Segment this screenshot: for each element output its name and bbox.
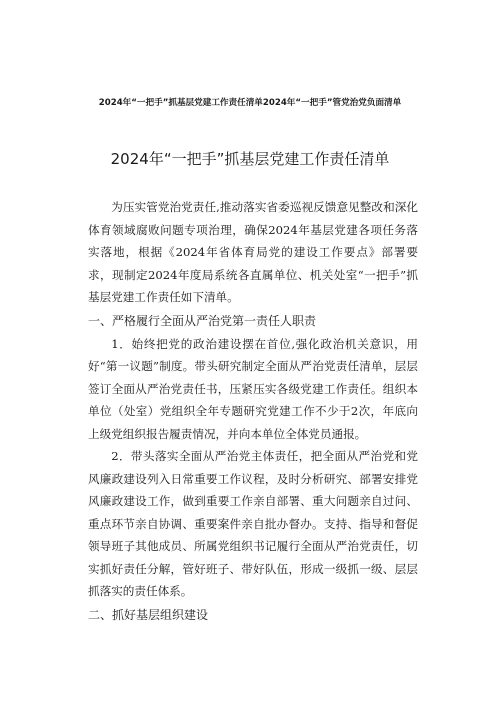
page-header: 2024年“一把手”抓基层党建工作责任清单2024年“一把手”管党治党负面清单 <box>98 98 402 108</box>
intro-paragraph: 为压实管党治党责任,推动落实省委巡视反馈意见整改和深化体育领域腐败问题专项治理，确保2024年基层党建各项任务落实落地，根据《2024年省体育局党的建设工作要点》部署要求，现制定2024年度局系统各直属单位、机关处室“一把手”抓基层党建工作责任如下清单。 <box>88 200 418 304</box>
document-body <box>88 196 418 627</box>
section-heading-2: 二、抓好基层组织建设 <box>88 607 209 622</box>
section1-item-1: 1．始终把党的政治建设摆在首位,强化政治机关意识，用好“第一议题”制度。带头研究制定全面从严治党责任清单，层层签订全面从严治党责任书，压紧压实各级党建工作责任。组织本单位（处室）党组织全年专题研究党建工作不少于2次，年底向上级党组织报告履责情况，并向本单位全体党员通报。 <box>88 336 418 441</box>
document-title: 2024年“一把手”抓基层党建工作责任清单 <box>110 150 390 168</box>
section1-item-2: 2．带头落实全面从严治党主体责任，把全面从严治党和党风廉政建设列入日常重要工作议程，及时分析研究、部署安排党风廉政建设工作，做到重要工作亲自部署、重大问题亲自过问、重点环节亲自协调、重要案件亲自批办督办。支持、指导和督促领导班子其他成员、所属党组织书记履行全面从严治党责任，切实抓好责任分解，管好班子、带好队伍，形成一级抓一级、层层抓落实的责任体系。 <box>88 449 418 598</box>
section-heading-1: 一、严格履行全面从严治党第一责任人职责 <box>88 313 317 328</box>
